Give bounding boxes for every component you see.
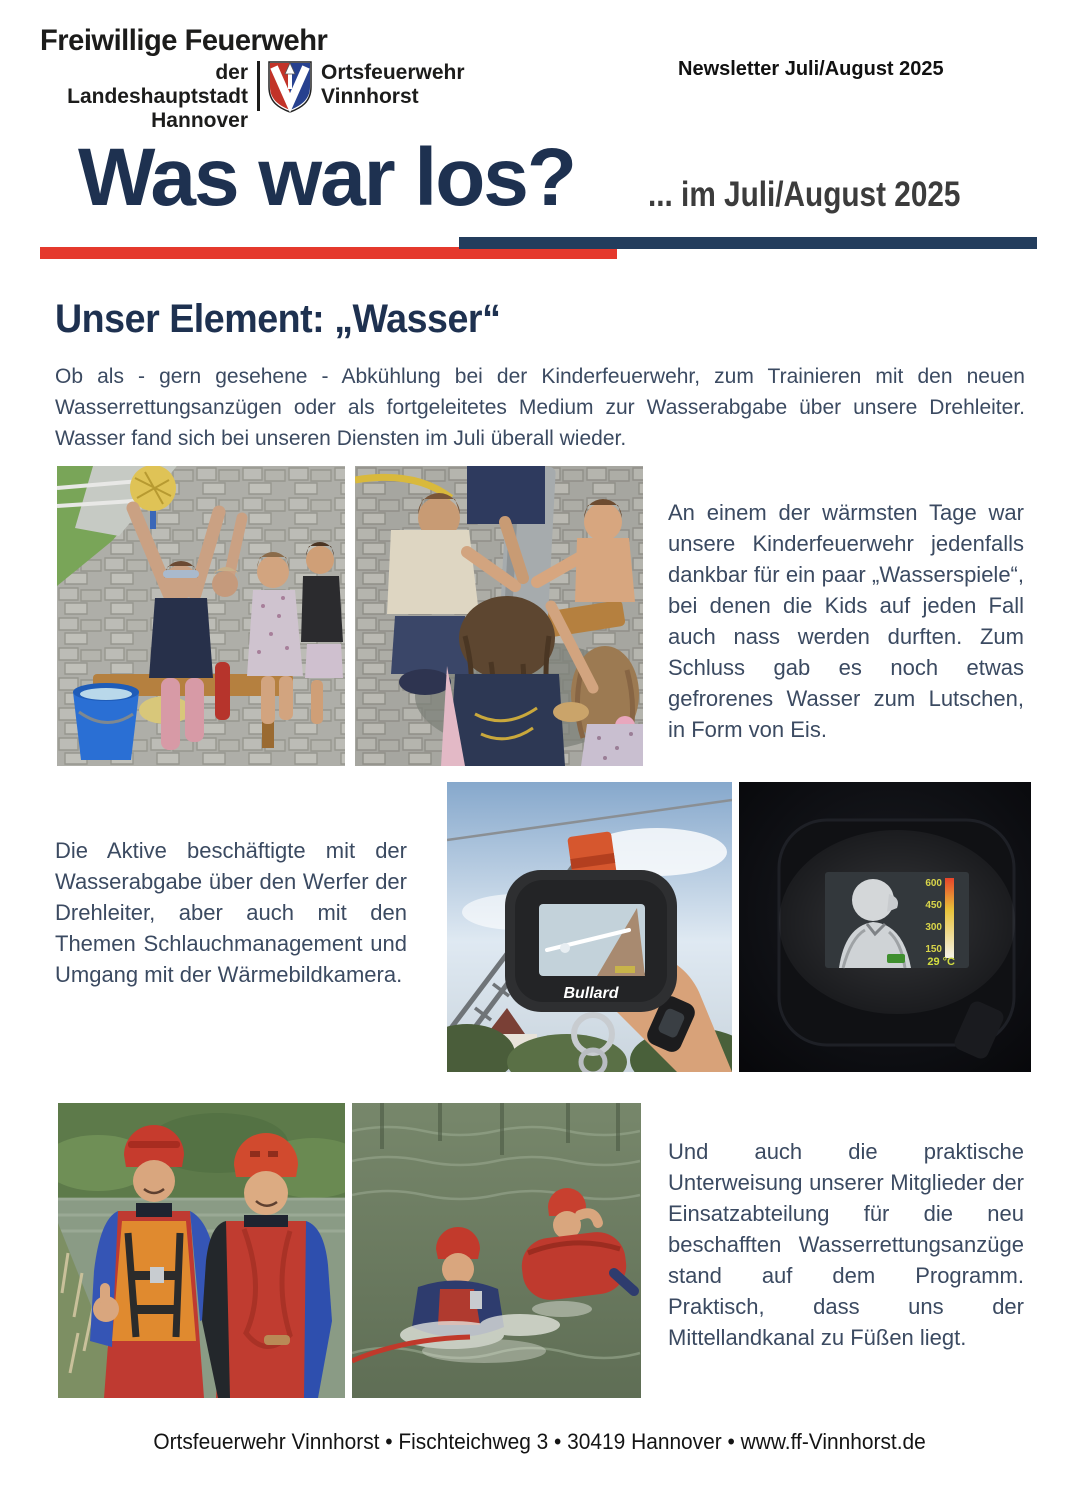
photo-wetsuit-team	[58, 1103, 345, 1398]
photo-kids-water-games-2	[355, 466, 643, 766]
bullard-thermal-camera	[505, 870, 677, 1012]
page-subtitle-wrap	[648, 175, 1016, 215]
temperature-scale-bar	[945, 878, 954, 958]
brand-org-line2: Vinnhorst	[321, 85, 419, 108]
thermal-screen	[825, 872, 969, 968]
page-subtitle: ... im Juli/August 2025	[648, 175, 961, 214]
photo-kids-water-games-1	[57, 466, 345, 766]
paragraph-aktive: Die Aktive beschäftigte mit der Wasserabgabe über den Werfer der Drehleiter, aber auch mit den Themen Schlauchmanagement und Umgang mit der Wärmebildkamera.	[55, 838, 407, 987]
brand-org-lines	[321, 61, 465, 109]
pink-leggings	[161, 678, 180, 750]
section-heading: Unser Element: „Wasser“	[55, 297, 501, 341]
brand-logo	[40, 24, 465, 133]
blue-bucket	[73, 692, 139, 760]
vinnhorst-crest-icon	[267, 61, 313, 113]
thermal-temp-label: 29 °C	[927, 956, 955, 968]
scale-label-450: 450	[925, 900, 942, 911]
thermal-readout-badge	[887, 954, 905, 963]
scale-label-300: 300	[925, 922, 942, 933]
section-heading-wrap	[55, 297, 529, 342]
page-title: Was war los?	[78, 132, 575, 223]
brand-city-line2: Hannover	[151, 109, 248, 132]
brand-divider	[257, 61, 260, 111]
sandal	[553, 702, 589, 722]
brand-city-lines	[40, 61, 248, 133]
brand-title: Freiwillige Feuerwehr	[40, 24, 328, 57]
bullard-brand-label: Bullard	[563, 985, 619, 1002]
navy-shirt	[149, 598, 213, 678]
bucket-water	[80, 688, 132, 700]
red-leggings	[215, 662, 230, 720]
brand-city-line1: der Landeshauptstadt	[67, 61, 248, 108]
headband	[163, 570, 199, 578]
footer-text: Ortsfeuerwehr Vinnhorst • Fischteichweg 3 • 30419 Hannover • www.ff-Vinnhorst.de	[153, 1429, 927, 1454]
navy-rule-bar	[459, 237, 1037, 249]
paragraph-kids: An einem der wärmsten Tage war unsere Kinderfeuerwehr jedenfalls dankbar für ein paar „Wasserspiele“, bei denen die Kids auf jeden Fall auch nass werden durften. Zum Schluss gab es noch etwas gefrorenes Wasser zum Lutschen, in Form von Eis.	[668, 500, 1024, 742]
newsletter-label: Newsletter Juli/August 2025	[678, 58, 944, 80]
scale-label-150: 150	[925, 944, 942, 955]
brand-row	[40, 61, 465, 133]
paragraph-einsatz: Und auch die praktische Unterweisung unserer Mitglieder der Einsatzabteilung für die neu beschafften Wasserrettungsanzüge stand auf dem Programm. Praktisch, dass uns der Mittellandkanal zu Füßen liegt.	[668, 1139, 1024, 1350]
wooden-toggle	[264, 1335, 290, 1345]
photo-bullard-camera-drehleiter	[447, 782, 732, 1072]
brand-org-line1: Ortsfeuerwehr	[321, 61, 465, 84]
navy-shoe	[399, 669, 451, 695]
photo-water-training	[352, 1103, 641, 1398]
footer	[0, 1429, 1080, 1455]
photo-thermal-image-screen	[739, 782, 1031, 1072]
wetsuit-red	[216, 1221, 318, 1398]
scale-label-600: 600	[925, 878, 942, 889]
intro-paragraph: Ob als - gern gesehene - Abkühlung bei der Kinderfeuerwehr, zum Trainieren mit den neuen Wasserrettungsanzügen oder als fortgeleitetes Medium zur Wasserabgabe über unsere Drehleiter. Wasser fand sich bei unseren Diensten im Juli überall wieder.	[55, 365, 1025, 450]
